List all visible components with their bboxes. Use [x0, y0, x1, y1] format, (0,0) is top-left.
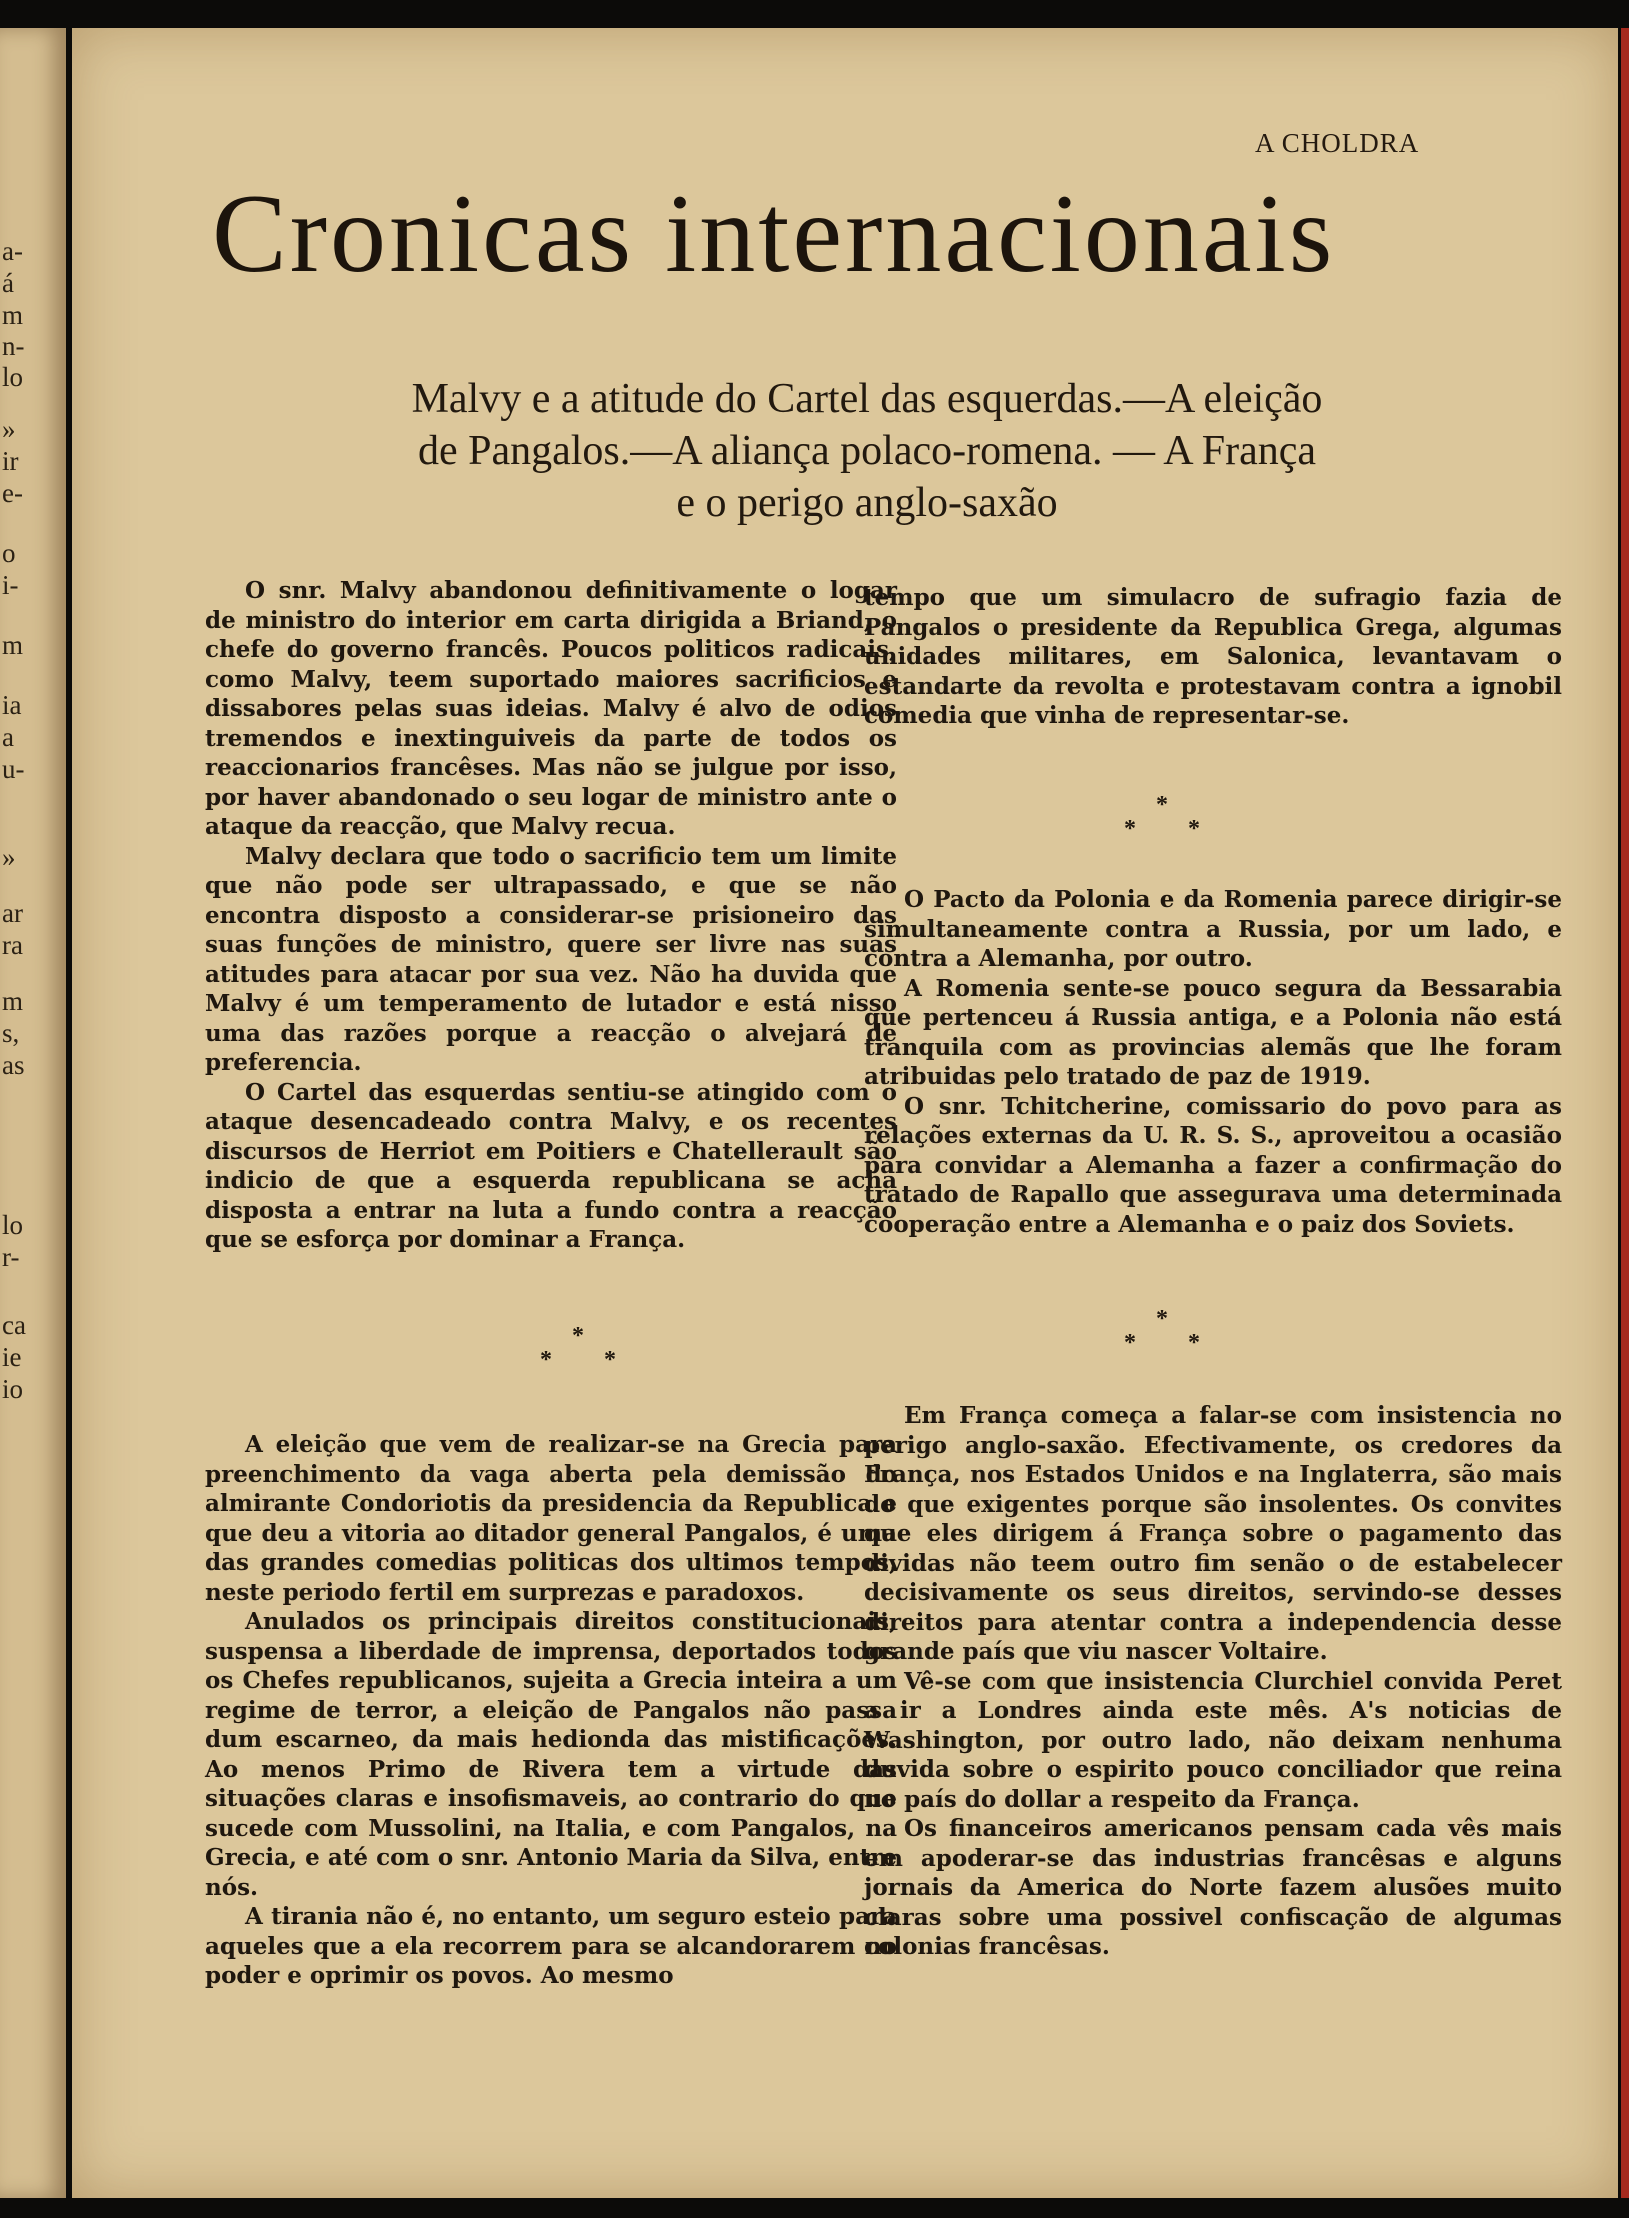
facing-page-fragment: ia — [2, 690, 22, 720]
facing-page-fragment: lo — [2, 1210, 24, 1240]
facing-page-fragment: r- — [2, 1242, 20, 1272]
paragraph: tempo que um simulacro de sufragio fazia de Pangalos o presidente da Republica Grega, algumas unidades militares, em Salonica, levantavam o estandarte da revolta e protestavam contra a ignobil comedia que vinha de representar-se. — [864, 584, 1562, 729]
facing-page-fragment: m — [2, 630, 24, 660]
facing-page-fragment: m — [2, 300, 24, 330]
paragraph: Vê-se com que insistencia Clurchiel convida Peret a ir a Londres ainda este mês. A's noticias de Washington, por outro lado, não deixam nenhuma duvida sobre o espirito pouco conciliador que reina no país do dollar a respeito da França. — [864, 1667, 1562, 1813]
paragraph: O snr. Malvy abandonou definitivamente o logar de ministro do interior em carta dirigida a Briand, o chefe do governo francês. Poucos politicos radicais, como Malvy, teem suportado maiores sacrificios e dissabores pelas suas ideias. Malvy é alvo de odios tremendos e inextinguiveis da parte de todos os reaccionarios francêses. Mas não se julgue por isso, por haver abandonado o seu logar de ministro ante o ataque da reacção, que Malvy recua. — [205, 577, 897, 840]
subtitle-line: e o perigo anglo-saxão — [676, 480, 1058, 526]
subtitle-line: de Pangalos.—A aliança polaco-romena. — A França — [417, 428, 1317, 474]
paragraph: Anulados os principais direitos constitucionais, suspensa a liberdade de imprensa, deportados todos os Chefes republicanos, sujeita a Grecia inteira a um regime de terror, a eleição de Pangalos não passa dum escarneo, da mais hedionda das mistificações. Ao menos Primo de Rivera tem a virtude das situações claras e insofismaveis, ao contrario do que sucede com Mussolini, na Italia, e com Pangalos, na Grecia, e até com o snr. Antonio Maria da Silva, entre nós. — [205, 1608, 897, 1901]
facing-page-fragment: s, — [2, 1018, 20, 1048]
section-separator — [540, 1323, 620, 1373]
paragraph: O Pacto da Polonia e da Romenia parece dirigir-se simultaneamente contra a Russia, por um lado, e contra a Alemanha, por outro. — [864, 886, 1562, 972]
facing-page-fragment: ir — [2, 446, 19, 476]
paragraph: A tirania não é, no entanto, um seguro esteio para aqueles que a ela recorrem para se alcandorarem no poder e oprimir os povos. Ao mesmo — [205, 1903, 897, 1989]
facing-page-fragment: as — [2, 1050, 25, 1080]
paragraph: Malvy declara que todo o sacrificio tem um limite que não pode ser ultrapassado, e que se não encontra disposto a considerar-se prisioneiro das suas funções de ministro, quere ser livre nas suas atitudes para atacar por sua vez. Não ha duvida que Malvy é um temperamento de lutador e está nisso uma das razões porque a reacção o alvejará de preferencia. — [205, 842, 897, 1076]
page-edge-binding — [1621, 28, 1629, 2198]
asterisk: * — [1124, 1330, 1136, 1356]
paragraph: A Romenia sente-se pouco segura da Bessarabia que pertenceu á Russia antiga, e a Polonia não está tranquila com as provincias alemãs que lhe foram atribuidas pelo tratado de paz de 1919. — [864, 974, 1562, 1090]
facing-page-fragment: e- — [2, 478, 23, 508]
paragraph: O Cartel das esquerdas sentiu-se atingido com o ataque desencadeado contra Malvy, e os recentes discursos de Herriot em Poitiers e Chatellerault são indicio de que a esquerda republicana se acha disposta a entrar na luta a fundo contra a reacção que se esforça por dominar a França. — [205, 1078, 897, 1253]
article-section-malvy — [205, 576, 897, 1255]
page-title: Cronicas internacionais — [212, 172, 1336, 296]
running-head: A CHOLDRA — [1255, 128, 1420, 158]
facing-page-fragment: n- — [2, 331, 25, 361]
paragraph: O snr. Tchitcherine, comissario do povo para as relações externas da U. R. S. S., aproveitou a ocasião para convidar a Alemanha a fazer a confirmação do tratado de Rapallo que assegurava uma determinada cooperação entre a Alemanha e o paiz dos Soviets. — [864, 1092, 1562, 1238]
magazine-page — [72, 28, 1618, 2198]
facing-page-fragment: a- — [2, 236, 23, 266]
facing-page-edge — [0, 28, 66, 2198]
article-section-pangalos-cont — [864, 583, 1562, 731]
facing-page-fragment: lo — [2, 362, 24, 392]
asterisk: * — [1156, 792, 1168, 818]
subtitle — [312, 373, 1422, 529]
asterisk: * — [540, 1347, 552, 1373]
facing-page-fragment: a — [2, 722, 14, 752]
facing-page-fragment: ra — [2, 930, 23, 960]
paragraph: Os financeiros americanos pensam cada vês mais em apoderar-se das industrias francêsas e alguns jornais da America do Norte fazem alusões muito claras sobre uma possivel confiscação de algumas colonias francêsas. — [864, 1815, 1562, 1960]
facing-page-fragment: u- — [2, 754, 25, 784]
asterisk: * — [604, 1347, 616, 1373]
article-section-pangalos — [205, 1430, 897, 1991]
asterisk: * — [1188, 1330, 1200, 1356]
facing-page-fragment: á — [2, 268, 14, 298]
facing-page-fragment: ie — [2, 1342, 22, 1372]
asterisk: * — [1156, 1306, 1168, 1332]
paragraph: Em França começa a falar-se com insistencia no perigo anglo-saxão. Efectivamente, os credores da França, nos Estados Unidos e na Inglaterra, são mais do que exigentes porque são insolentes. Os convites que eles dirigem á França sobre o pagamento das dividas não teem outro fim senão o de estabelecer decisivamente os seus direitos, servindo-se desses direitos para atentar contra a independencia desse grande país que viu nascer Voltaire. — [864, 1402, 1562, 1665]
subtitle-line: Malvy e a atitude do Cartel das esquerdas.—A eleição — [411, 376, 1323, 422]
facing-page-fragment: io — [2, 1374, 24, 1404]
article-section-franca — [864, 1401, 1562, 1962]
paragraph: A eleição que vem de realizar-se na Grecia para preenchimento da vaga aberta pela demissão do almirante Condoriotis da presidencia da Republica e que deu a vitoria ao ditador general Pangalos, é uma das grandes comedias politicas dos ultimos tempos, neste periodo fertil em surprezas e paradoxos. — [205, 1431, 897, 1606]
facing-page-fragment: ar — [2, 898, 23, 928]
facing-page-fragment: » — [2, 842, 16, 872]
facing-page-fragment: ca — [2, 1310, 26, 1340]
asterisk: * — [1188, 816, 1200, 842]
facing-page-fragment: » — [2, 414, 16, 444]
section-separator — [1124, 792, 1204, 842]
facing-page-fragment: m — [2, 986, 24, 1016]
asterisk: * — [1124, 816, 1136, 842]
facing-page-fragment: o — [2, 538, 16, 568]
article-section-pacto — [864, 885, 1562, 1239]
asterisk: * — [572, 1323, 584, 1349]
section-separator — [1124, 1306, 1204, 1356]
facing-page-fragment: i- — [2, 570, 19, 600]
